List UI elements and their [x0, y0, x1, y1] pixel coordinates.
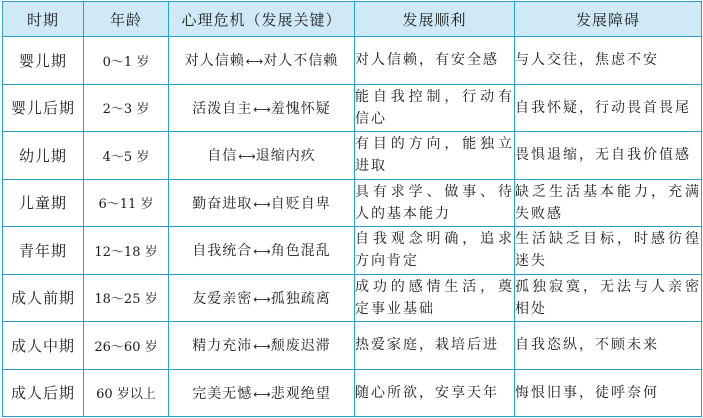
bidirectional-arrow-icon: ←→ — [238, 150, 255, 164]
bidirectional-arrow-icon: ←→ — [253, 340, 270, 354]
development-stages-table — [2, 1, 702, 417]
crisis-negative: 对人不信赖 — [263, 53, 339, 70]
crisis-cell — [169, 274, 355, 322]
table-row — [3, 274, 702, 322]
success-cell: 能自我控制，行动有信心 — [355, 84, 515, 132]
bidirectional-arrow-icon: ←→ — [245, 55, 263, 69]
table-row — [3, 84, 702, 132]
age-cell: 60 岁以上 — [84, 369, 169, 417]
crisis-cell — [169, 227, 355, 275]
failure-cell: 自我恣纵，不顾未来 — [515, 322, 702, 370]
crisis-positive: 自我统合 — [192, 243, 253, 260]
header-failure: 发展障碍 — [515, 2, 702, 37]
stage-cell: 婴儿后期 — [3, 84, 84, 132]
crisis-cell — [169, 37, 355, 85]
success-cell: 热爱家庭，栽培后进 — [355, 322, 515, 370]
table-row — [3, 37, 702, 85]
table-row — [3, 227, 702, 275]
table-row — [3, 322, 702, 370]
crisis-positive: 精力充沛 — [192, 338, 253, 355]
header-row — [3, 2, 702, 37]
age-cell: 26～60 岁 — [84, 322, 169, 370]
failure-cell: 自我怀疑，行动畏首畏尾 — [515, 84, 702, 132]
success-cell: 随心所欲，安享天年 — [355, 369, 515, 417]
crisis-positive: 活泼自主 — [192, 100, 253, 117]
stage-cell: 成人后期 — [3, 369, 84, 417]
stage-cell: 婴儿期 — [3, 37, 84, 85]
crisis-negative: 悲观绝望 — [270, 385, 331, 402]
stage-cell: 幼儿期 — [3, 132, 84, 180]
age-cell: 18～25 岁 — [84, 274, 169, 322]
header-stage: 时期 — [3, 2, 84, 37]
age-cell: 0～1 岁 — [84, 37, 169, 85]
failure-cell: 孤独寂寞，无法与人亲密相处 — [515, 274, 702, 322]
success-cell: 具有求学、做事、待人的基本能力 — [355, 179, 515, 227]
bidirectional-arrow-icon: ←→ — [253, 245, 270, 259]
success-cell: 有目的方向，能独立进取 — [355, 132, 515, 180]
stage-cell: 成人前期 — [3, 274, 84, 322]
stage-cell: 成人中期 — [3, 322, 84, 370]
stage-cell: 儿童期 — [3, 179, 84, 227]
header-crisis: 心理危机（发展关键） — [169, 2, 355, 37]
crisis-negative: 孤独疏离 — [270, 290, 331, 307]
bidirectional-arrow-icon: ←→ — [253, 197, 270, 211]
table-row — [3, 369, 702, 417]
crisis-cell — [169, 322, 355, 370]
age-cell: 4～5 岁 — [84, 132, 169, 180]
crisis-positive: 完美无憾 — [192, 385, 253, 402]
failure-cell: 缺乏生活基本能力，充满失败感 — [515, 179, 702, 227]
crisis-positive: 对人信赖 — [184, 53, 245, 70]
table-row — [3, 132, 702, 180]
stage-cell: 青年期 — [3, 227, 84, 275]
crisis-positive: 勤奋进取 — [192, 195, 253, 212]
success-cell: 自我观念明确，追求方向肯定 — [355, 227, 515, 275]
crisis-positive: 友爱亲密 — [192, 290, 253, 307]
bidirectional-arrow-icon: ←→ — [253, 387, 270, 401]
age-cell: 12～18 岁 — [84, 227, 169, 275]
header-success: 发展顺利 — [355, 2, 515, 37]
crisis-negative: 颓废迟滞 — [270, 338, 331, 355]
crisis-positive: 自信 — [207, 148, 238, 165]
success-cell: 对人信赖，有安全感 — [355, 37, 515, 85]
crisis-cell — [169, 179, 355, 227]
crisis-negative: 羞愧怀疑 — [270, 100, 331, 117]
crisis-negative: 角色混乱 — [270, 243, 331, 260]
crisis-negative: 自贬自卑 — [270, 195, 331, 212]
header-age: 年龄 — [84, 2, 169, 37]
crisis-cell — [169, 84, 355, 132]
success-cell: 成功的感情生活，奠定事业基础 — [355, 274, 515, 322]
bidirectional-arrow-icon: ←→ — [253, 102, 270, 116]
failure-cell: 悔恨旧事，徒呼奈何 — [515, 369, 702, 417]
age-cell: 2～3 岁 — [84, 84, 169, 132]
failure-cell: 与人交往，焦虑不安 — [515, 37, 702, 85]
table-row — [3, 179, 702, 227]
failure-cell: 畏惧退缩，无自我价值感 — [515, 132, 702, 180]
crisis-negative: 退缩内疚 — [255, 148, 316, 165]
failure-cell: 生活缺乏目标，时感彷徨迷失 — [515, 227, 702, 275]
crisis-cell — [169, 369, 355, 417]
crisis-cell — [169, 132, 355, 180]
bidirectional-arrow-icon: ←→ — [253, 292, 270, 306]
age-cell: 6～11 岁 — [84, 179, 169, 227]
